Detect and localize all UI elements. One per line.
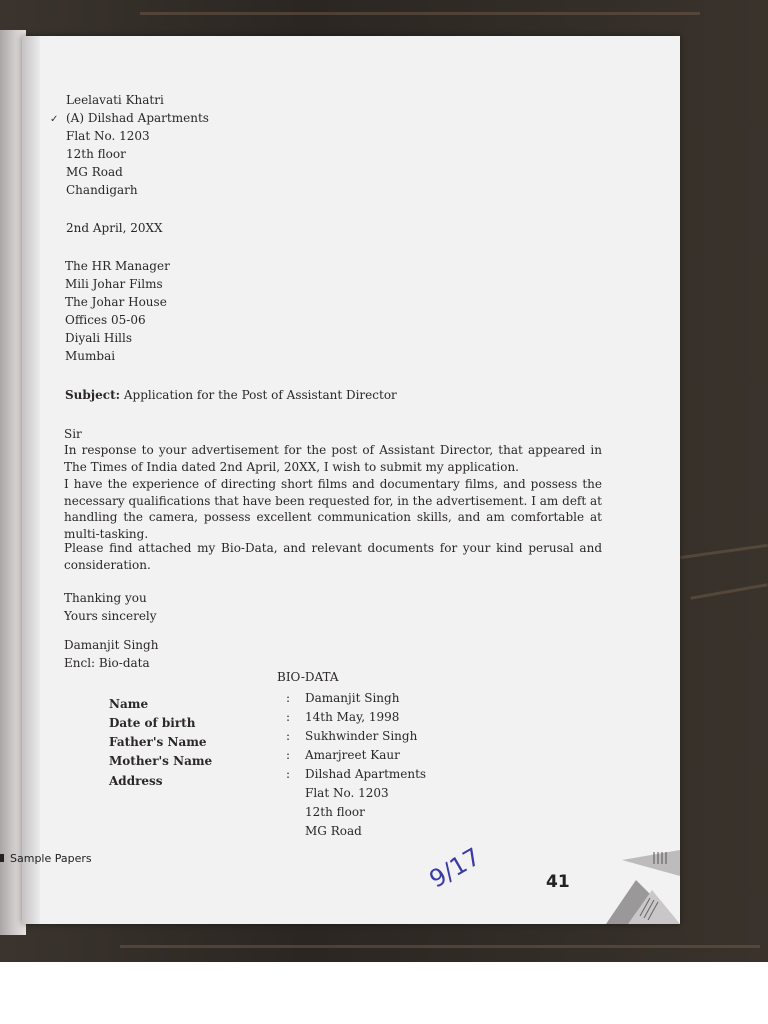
- biodata-address-line: 12th floor: [305, 805, 365, 819]
- subject-label: Subject:: [65, 388, 121, 402]
- wood-grain: [120, 945, 760, 948]
- biodata-value: Sukhwinder Singh: [305, 729, 418, 743]
- page-number: 41: [546, 872, 570, 892]
- biodata-label: Father's Name: [109, 735, 207, 749]
- biodata-separator: :: [286, 748, 291, 762]
- sender-line: MG Road: [66, 165, 123, 179]
- biodata-value: Damanjit Singh: [305, 691, 400, 705]
- closing-line: Yours sincerely: [64, 609, 157, 623]
- body-paragraph: Please find attached my Bio-Data, and relevant documents for your kind perusal and consideration.: [64, 541, 602, 572]
- body-paragraph: I have the experience of directing short films and documentary films, and possess the necessary qualifications that have been requested for, in the advertisement. I am deft at handling the camera, possess excellent communication skills, and am comfortable at multi-tasking.: [64, 477, 602, 541]
- biodata-separator: :: [286, 729, 291, 743]
- recipient-line: The HR Manager: [65, 259, 170, 273]
- recipient-line: Mumbai: [65, 349, 116, 363]
- recipient-line: Mili Johar Films: [65, 277, 163, 291]
- biodata-separator: :: [286, 767, 291, 781]
- handwritten-note: 9/17: [424, 842, 486, 894]
- enclosure-note: Encl: Bio-data: [64, 656, 150, 670]
- biodata-label: Mother's Name: [109, 754, 213, 768]
- closing-line: Thanking you: [64, 591, 147, 605]
- sender-name: Leelavati Khatri: [66, 93, 164, 107]
- recipient-line: Diyali Hills: [65, 331, 133, 345]
- wood-grain: [680, 544, 768, 559]
- biodata-label: Name: [109, 697, 149, 711]
- wood-grain: [140, 12, 700, 15]
- biodata-label: Address: [109, 774, 163, 788]
- signature-name: Damanjit Singh: [64, 638, 159, 652]
- biodata-title: BIO-DATA: [277, 670, 339, 684]
- page-binding: [22, 36, 40, 924]
- footer-marker: [0, 854, 4, 862]
- wood-grain: [690, 583, 767, 599]
- biodata-value: Dilshad Apartments: [305, 767, 427, 781]
- sender-line: (A) Dilshad Apartments: [66, 111, 209, 125]
- footer-section-label: Sample Papers: [10, 852, 92, 865]
- book-page: [22, 36, 680, 924]
- recipient-line: The Johar House: [65, 295, 167, 309]
- subject-text: Application for the Post of Assistant Director: [123, 388, 397, 402]
- biodata-separator: :: [286, 691, 291, 705]
- biodata-address-line: Flat No. 1203: [305, 786, 389, 800]
- biodata-value: Amarjreet Kaur: [305, 748, 400, 762]
- sender-line: 12th floor: [66, 147, 126, 161]
- sender-line: Flat No. 1203: [66, 129, 150, 143]
- check-mark-icon: ✓: [50, 114, 59, 125]
- corner-decoration-icon: [592, 846, 680, 924]
- sender-line: Chandigarh: [66, 183, 138, 197]
- biodata-label: Date of birth: [109, 716, 196, 730]
- salutation: Sir: [64, 427, 82, 441]
- biodata-address-line: MG Road: [305, 824, 362, 838]
- biodata-separator: :: [286, 710, 291, 724]
- subject-line: [65, 387, 397, 403]
- biodata-value: 14th May, 1998: [305, 710, 400, 724]
- body-paragraph: In response to your advertisement for the post of Assistant Director, that appeared in The Times of India dated 2nd April, 20XX, I wish to submit my application.: [64, 443, 602, 474]
- recipient-line: Offices 05-06: [65, 313, 146, 327]
- letter-date: 2nd April, 20XX: [66, 221, 163, 235]
